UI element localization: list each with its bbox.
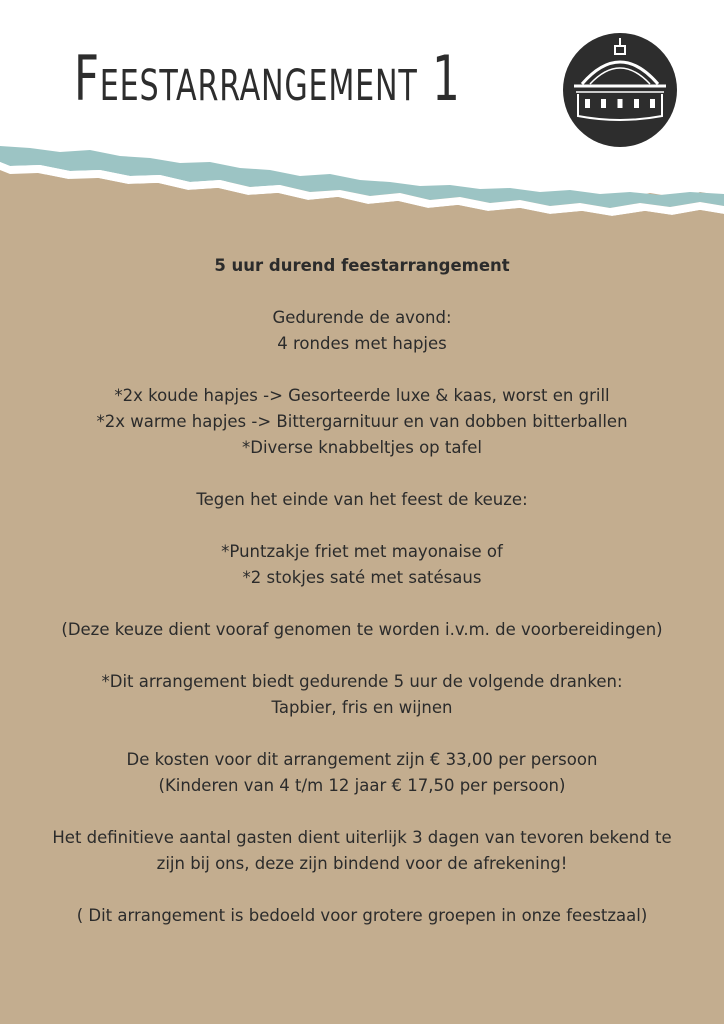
list-item: *2 stokjes saté met satésaus [242,568,482,587]
list-item: *Diverse knabbeltjes op tafel [241,438,483,457]
drinks-section [20,669,704,721]
price-section [20,747,704,799]
price-children: (Kinderen van 4 t/m 12 jaar € 17,50 per persoon) [158,776,566,795]
rounds-text: 4 rondes met hapjes [277,334,447,353]
page-title: Feestarrangement 1 [74,42,461,115]
guests-note [20,825,704,877]
guests-line: zijn bij ons, deze zijn bindend voor de afrekening! [156,854,568,873]
end-choice-intro: Tegen het einde van het feest de keuze: [196,490,528,509]
rotunda-building-icon [562,32,678,148]
list-item: *Puntzakje friet met mayonaise of [221,542,503,561]
snack-items [20,383,704,461]
arrangement-heading: 5 uur durend feestarrangement [214,256,510,275]
arrangement-details [20,253,704,955]
choice-note: (Deze keuze dient vooraf genomen te worden i.v.m. de voorbereidingen) [61,620,663,639]
list-item: *2x koude hapjes -> Gesorteerde luxe & kaas, worst en grill [114,386,610,405]
price-adult: De kosten voor dit arrangement zijn € 33,00 per persoon [126,750,598,769]
footer-note: ( Dit arrangement is bedoeld voor grotere groepen in onze feestzaal) [76,906,648,925]
evening-intro: Gedurende de avond: [272,308,452,327]
drinks-intro: *Dit arrangement biedt gedurende 5 uur de volgende dranken: [101,672,623,691]
guests-line: Het definitieve aantal gasten dient uiterlijk 3 dagen van tevoren bekend te [52,828,672,847]
list-item: *2x warme hapjes -> Bittergarnituur en van dobben bitterballen [96,412,628,431]
drinks-list: Tapbier, fris en wijnen [271,698,453,717]
end-choices [20,539,704,591]
evening-section [20,305,704,357]
